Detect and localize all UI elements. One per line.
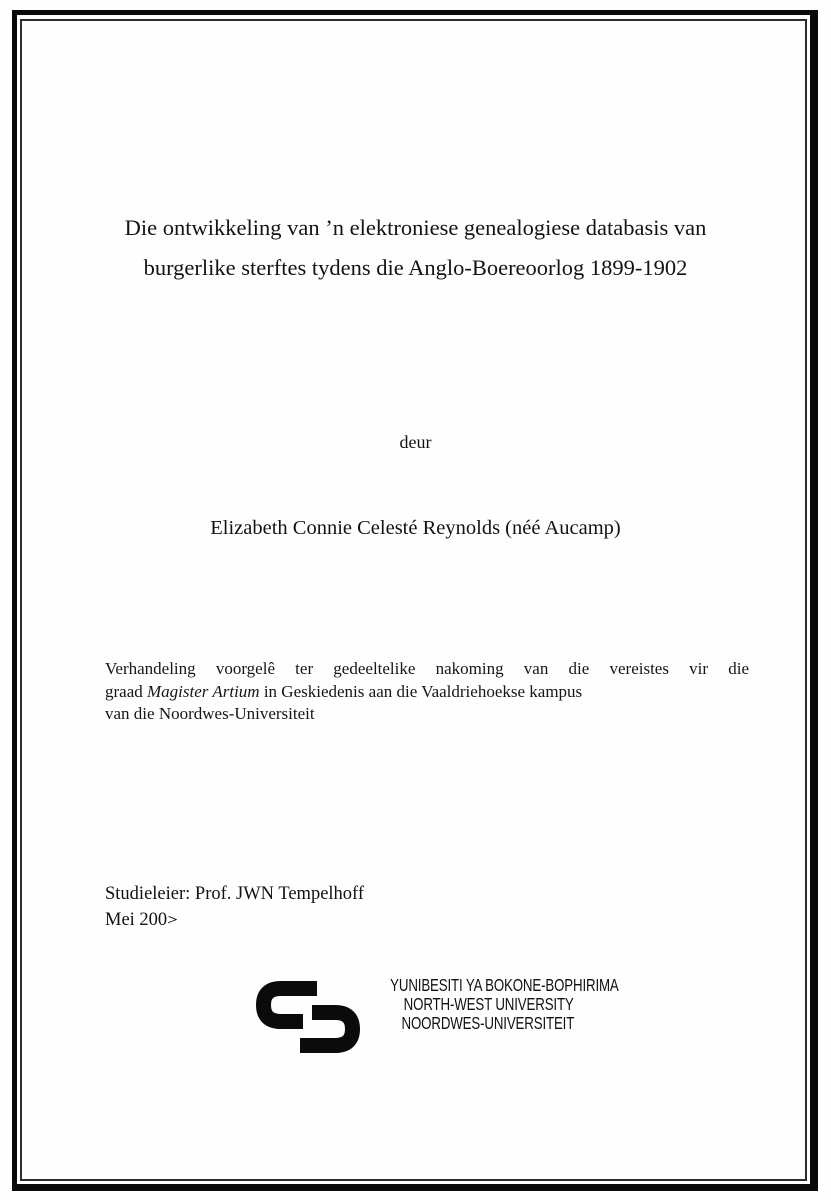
declaration-line-2 [105,681,749,704]
declaration-line-1: Verhandeling voorgelê ter gedeeltelike nakoming van die vereistes vir die [105,659,749,678]
supervisor-line: Studieleier: Prof. JWN Tempelhoff [105,884,365,904]
degree-declaration [105,658,749,726]
university-names [318,975,619,1033]
declaration-line-2-suffix: in Geskiedenis aan die Vaaldriehoekse kampus [259,681,583,701]
supervisor-and-date [105,882,364,933]
university-name-english: NORTH-WEST UNIVERSITY [404,994,574,1014]
university-logo-block [0,975,831,1065]
date-seven-glyph: > [166,912,179,929]
declaration-line-2-prefix: graad [105,681,148,701]
date-line [105,908,364,934]
university-name-setswana: YUNIBESITI YA BOKONE-BOPHIRIMA [390,975,619,995]
author-name: Elizabeth Connie Celesté Reynolds (néé Aucamp) [210,517,621,539]
university-name-afrikaans: NOORDWES-UNIVERSITEIT [401,1013,574,1033]
thesis-title-line-2: burgerlike sterftes tydens die Anglo-Boereoorlog 1899-1902 [143,255,688,280]
declaration-line-3: van die Noordwes-Universiteit [105,704,315,723]
thesis-title [60,208,771,288]
degree-name-italic: Magister Artium [147,681,260,701]
date-text: Mei 200 [105,909,168,930]
byline-label: deur [399,432,432,452]
thesis-title-line-1: Die ontwikkeling van ’n elektroniese genealogiese databasis van [124,215,707,240]
